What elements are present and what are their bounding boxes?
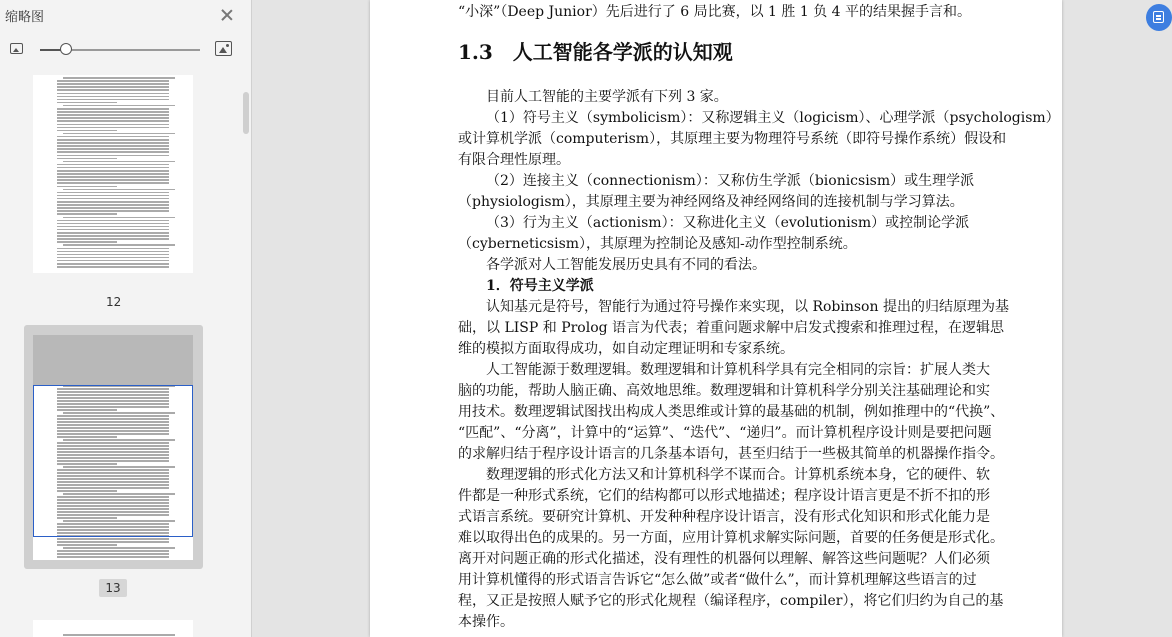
text-line: “小深”（Deep Junior）先后进行了 6 局比赛，以 1 胜 1 负 4 平的结果握手言和。: [458, 4, 971, 20]
thumbnail-text-line: [57, 170, 169, 172]
thumbnail-text-line: [57, 260, 169, 262]
text-line: 用技术。数理逻辑试图找出构成人类思维或计算的最基础的机制，例如推理中的“代换”、: [458, 404, 1005, 420]
text-line: 认知基元是符号，智能行为通过符号操作来实现，以 Robinson 提出的归结原理为基: [486, 299, 1009, 315]
thumbnail-text-line: [57, 142, 169, 144]
thumbnail-text-line: [57, 241, 117, 243]
thumbnail-text-line: [57, 235, 169, 237]
thumbnail-text-line: [57, 556, 169, 558]
thumbnail-text-line: [57, 541, 169, 543]
sidebar-scrollbar[interactable]: [243, 92, 249, 134]
text-line: （physiologism），其原理主要为神经网络及神经网络间的连接机制与学习算法。: [458, 194, 964, 210]
thumbnail-text-line: [57, 114, 169, 116]
thumbnail-text-line: [63, 547, 175, 549]
thumbnail-header-band: [33, 335, 193, 385]
text-line: 用计算机懂得的形式语言告诉它“怎么做”或者“做什么”，而计算机理解这些语言的过: [458, 572, 977, 588]
close-icon[interactable]: [219, 7, 235, 23]
thumbnail-text-line: [57, 195, 169, 197]
thumbnail-text-line: [57, 210, 169, 212]
thumbnail-text-line: [63, 161, 175, 163]
thumbnail-text-line: [57, 192, 169, 194]
thumbnail-text-line: [57, 173, 169, 175]
thumbnail-text-line: [57, 145, 169, 147]
text-line: 脑的功能，帮助人脑正确、高效地思维。数理逻辑和计算机科学分别关注基础理论和实: [458, 383, 990, 399]
text-line: （cyberneticsism），其原理为控制论及感知-动作型控制系统。: [458, 236, 857, 252]
thumbnail-text-line: [57, 176, 169, 178]
zoom-slider-handle[interactable]: [60, 43, 72, 55]
thumbnail-text-line: [57, 158, 117, 160]
thumbnail-text-line: [57, 108, 169, 110]
text-line: 件都是一种形式系统，它们的结构都可以形式地描述；程序设计语言更是不折不扣的形: [458, 488, 990, 504]
thumbnail-text-line: [57, 151, 169, 153]
text-line: （2）连接主义（connectionism）：又称仿生学派（bionicsism）或生理学派: [486, 173, 975, 189]
floating-tool-button[interactable]: [1146, 4, 1172, 31]
text-line: 离开对问题正确的形式化描述，没有理性的机器何以理解、解答这些问题呢？人们必须: [458, 551, 990, 567]
thumbnail-text-line: [57, 139, 169, 141]
thumbnail-text-line: [57, 86, 169, 88]
thumbnail-text-line: [57, 127, 169, 129]
thumbnail-text-line: [57, 102, 117, 104]
thumbnail-text-line: [57, 148, 169, 150]
text-line: 有限合理性原理。: [458, 152, 570, 168]
thumbnail-text-line: [57, 254, 169, 256]
thumbnail-text-line: [57, 80, 169, 82]
thumbnail-text-line: [57, 248, 169, 250]
thumbnail-text-line: [57, 266, 169, 268]
text-line: 维的模拟方面取得成功，如自动定理证明和专家系统。: [458, 341, 794, 357]
thumbnail-text-line: [63, 77, 175, 79]
thumbnail-text-line: [57, 182, 169, 184]
thumbnail-text-line: [57, 83, 169, 85]
thumbnail-zoom-control: [0, 38, 251, 62]
thumbnail-text-line: [57, 136, 169, 138]
document-page: [370, 0, 1062, 637]
thumbnail-text-line: [57, 117, 169, 119]
thumbnail-sidebar: [0, 0, 252, 637]
thumbnail-text-line: [57, 263, 169, 265]
thumbnail-text-line: [57, 164, 169, 166]
thumbnail-text-line: [57, 186, 117, 188]
thumbnail-text-line: [63, 189, 175, 191]
thumbnail-text-line: [57, 538, 169, 540]
subsection-heading: 1．符号主义学派: [486, 278, 594, 294]
text-line: （1）符号主义（symbolicism）：又称逻辑主义（logicism）、心理学派（psychologism）: [486, 110, 1060, 126]
text-line: 本操作。: [458, 614, 514, 630]
thumbnail-text-line: [63, 244, 175, 246]
thumbnail-text-line: [57, 204, 169, 206]
large-image-icon[interactable]: [215, 41, 232, 56]
thumbnail-text-line: [57, 93, 169, 95]
thumbnail-text-line: [57, 89, 169, 91]
thumbnail-text-line: [57, 99, 169, 101]
thumbnail-text-line: [57, 223, 169, 225]
text-line: 目前人工智能的主要学派有下列 3 家。: [486, 89, 728, 105]
thumbnail-text-line: [57, 207, 169, 209]
thumbnail-text-line: [57, 96, 169, 98]
thumbnail-text-line: [57, 232, 169, 234]
text-line: 难以取得出色的成果的。另一方面，应用计算机求解实际问题，首要的任务便是形式化。: [458, 530, 1004, 546]
thumbnail-text-line: [57, 167, 169, 169]
thumbnail-text-line: [63, 634, 175, 636]
sidebar-title: 缩略图: [5, 10, 45, 25]
document-tool-icon: [1153, 11, 1164, 23]
sidebar-header: [0, 0, 251, 30]
thumbnail-text-line: [57, 229, 169, 231]
thumbnail-text-line: [57, 220, 169, 222]
section-heading: 1.3 人工智能各学派的认知观: [458, 40, 733, 64]
small-image-icon[interactable]: [10, 43, 23, 54]
thumbnail-text-line: [57, 179, 169, 181]
thumbnail-text-line: [57, 257, 169, 259]
text-line: “匹配”、“分离”，计算中的“运算”、“迭代”、“递归”。而计算机程序设计则是要把问题: [458, 425, 992, 441]
thumbnail-text-line: [57, 251, 169, 253]
thumbnail-text-line: [57, 544, 117, 546]
text-line: 数理逻辑的形式化方法又和计算机科学不谋而合。计算机系统本身，它的硬件、软: [486, 467, 990, 483]
thumbnail-text-line: [57, 155, 169, 157]
thumbnail-text-line: [57, 124, 169, 126]
text-line: 础，以 LISP 和 Prolog 语言为代表；着重问题求解中启发式搜索和推理过程，在逻辑思: [458, 320, 1005, 336]
text-line: 或计算机学派（computerism），其原理主要为物理符号系统（即符号操作系统）假设和: [458, 131, 1007, 147]
thumbnail-text-line: [63, 133, 175, 135]
text-line: 人工智能源于数理逻辑。数理逻辑和计算机科学具有完全相同的宗旨：扩展人类大: [486, 362, 990, 378]
text-line: 程，又正是按照人赋予它的形式化规程（编译程序，compiler），将它们归约为自己的基: [458, 593, 1004, 609]
thumbnail-text-line: [57, 198, 169, 200]
thumbnail-text-line: [57, 238, 169, 240]
thumbnail-page[interactable]: [33, 620, 193, 637]
thumbnail-text-line: [63, 105, 175, 107]
thumbnail-text-line: [57, 120, 169, 122]
thumbnail-text-line: [57, 226, 169, 228]
text-line: 各学派对人工智能发展历史具有不同的看法。: [486, 257, 766, 273]
text-line: 式语言系统。要研究计算机、开发种种程序设计语言，没有形式化知识和形式化能力是: [458, 509, 990, 525]
thumbnail-text-line: [57, 550, 169, 552]
thumbnail-page-current[interactable]: [33, 335, 193, 560]
thumbnail-page-number-current: 13: [99, 579, 127, 597]
text-line: 的求解归结于程序设计语言的几条基本语句，甚至归结于一些极其简单的机器操作指令。: [458, 446, 1004, 462]
text-line: （3）行为主义（actionism）：又称进化主义（evolutionism）或控制论学派: [486, 215, 970, 231]
thumbnail-text-line: [57, 130, 117, 132]
thumbnail-text-line: [57, 553, 169, 555]
thumbnail-page[interactable]: [33, 75, 193, 273]
thumbnail-text-line: [57, 213, 117, 215]
thumbnail-viewport-frame: [33, 385, 193, 537]
thumbnail-text-line: [57, 201, 169, 203]
thumbnail-text-line: [57, 111, 169, 113]
thumbnail-page-number: 12: [106, 295, 122, 309]
thumbnail-text-line: [63, 217, 175, 219]
